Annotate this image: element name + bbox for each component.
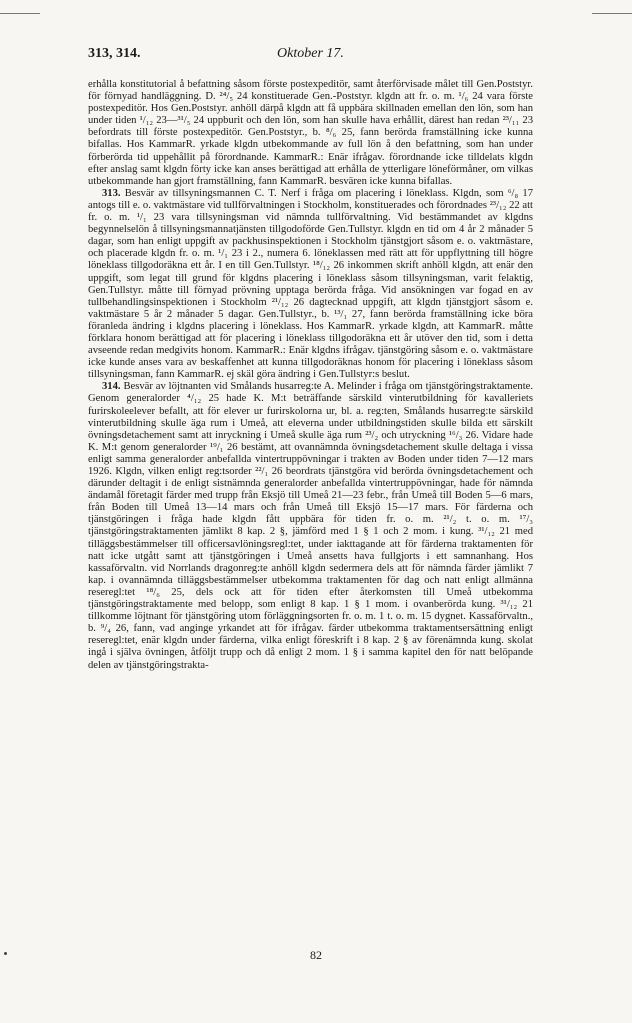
paragraph-text: erhålla konstitutorial å befattning såsom förste postexpeditör, samt återförvisade målet till Gen.Poststyr. för förnyad handläggning. D. ²⁴/₅ 24 konstituerade Gen.-Poststyr. klgdn att fr. o. m. ¹/₆ 24 vara förste postexpeditör. Hos Gen.Poststyr. anhöll därpå klgdn att få uppbära skillnaden emellan den lön, som han under tiden ¹/₁₂ 23—³¹/₅ 24 uppburit och den lön, som han skulle hava erhållit, därest han redan ²³/₁₁ 23 befordrats till förste postexpeditör. Gen.Poststyr., b. ⁸/₆ 25, fann berörda framställning icke kunna bifallas. Hos KammarR. yrkade klgdn utbekommande av full lön å den befattning, som han under förberörda tid uppehållit på förordnande. KammarR.: Enär ifrågav. förordnande icke tilldelats klgdn efter anslag samt klgdn förty icke kan anses berättigad att erhålla de ytterligare löneförmåner, om vilkas utbekommande han gjort framställning, fann KammarR. besvären icke kunna bifallas. [88,79,533,187]
scan-edge-line [592,13,632,14]
paragraph-continued [88,79,533,188]
body-text [88,79,533,672]
header-date: Oktober 17. [277,46,344,61]
section-number: 313. [102,187,121,199]
paragraph-text: Besvär av löjtnanten vid Smålands husarreg:te A. Melinder i fråga om tjänstgöringstraktamente. Genom generalorder ⁴/₁₂ 25 hade K. M:t beträffande särskild vinterutbildning för kavalleriets furirskoleelever befallt, att för elever ur furirskolorna ur, bl. a. reg:ten, Smålands husarreg:te särskild vinterutbildning skulle äga rum i Umeå, att eleverna under utbildningstiden skulle bilda ett särskilt övningsdetachement samt att inryckning i Umeå skulle äga rum ²³/₂ och utryckning ¹⁶/₃ 26. Vidare hade K. M:t genom generalorder ¹⁹/₁ 26 bestämt, att ovannämnda övningsdetachement skulle deltaga i vissa enligt samma generalorder anbefallda vintertruppövningar i trakten av Boden under tiden 7—12 mars 1926. Klgdn, vilken enligt reg:tsorder ²²/₁ 26 beordrats tjänstgöra vid berörda övningsdetachement och därunder deltagit i de enligt sistnämnda generalorder anbefallda vintertruppövningar, hade för nämnda ändamål företagit färder med trupp från Eksjö till Umeå 21—23 febr., från Umeå till Boden 5—6 mars, från Boden till Umeå 13—14 mars och från Umeå till Eksjö 15—17 mars. För färderna och tjänstgöringen i fråga hade klgdn fått uppbära för tiden fr. o. m. ²¹/₂ t. o. m. ¹⁷/₃ tjänstgöringstraktamenten jämlikt 8 kap. 2 §, jämförd med 1 § 1 och 2 mom. i kung. ³¹/₁₂ 21 med tilläggsbestämmelser till officersavlöningsregl:tet, under iakttagande att för färderna traktamenten för natt icke utgått samt att tjänstgöringen i Umeå ansetts hava fullgjorts i ett samnanhang. Hos kassaförvaltn. vid Norrlands dragonreg:te anhöll klgdn sedermera dels att för nämnda färder jämlikt 7 kap. i ovannämnda tilläggsbestämmelser utbekomma traktamenten för dag och natt enligt allmänna reseregl:tet ¹⁸/₆ 25, dels ock att för tiden efter återkomsten till Umeå utbekomma tjänstgöringstraktamente med belopp, som enligt 8 kap. 1 § 1 mom. i ovanberörda kung. ³¹/₁₂ 21 tillkomme löjtnant för tjänstgöring utom förläggningsorten fr. o. m. 1 t. o. m. 15 dygnet. Kassaförvaltn., b. ⁹/₄ 26, fann, vad anginge yrkandet att för ifrågav. färder utbekomma traktamentsersättning enligt reseregl:tet, enär klgdn under färderna, vilka enligt föreskrift i 8 kap. 2 § av förenämnda kung. skolat ingå i själva övningen, åtföljt trupp och då enligt 2 mom. 1 § i samma kapitel den för natt belöpande delen av tjänstgöringstrakta- [88,381,534,671]
scan-speck [4,952,7,955]
page-header [88,46,533,68]
paragraph-314 [88,381,533,671]
section-number: 314. [102,381,121,393]
scan-edge-line [0,13,40,14]
header-section-numbers: 313, 314. [88,46,141,61]
paragraph-text: Besvär av tillsyningsmannen C. T. Nerf i fråga om placering i löneklass. Klgdn, som ⁶/₈ 17 antogs till e. o. vaktmästare vid tullförvaltningen i Stockholm, konstituerades och förordnades ²³/₁₂ 22 att fr. o. m. ¹/₁ 23 vara tillsyningsman vid nämnda tullförvaltning. Vid bestämmandet av klgdns begynnelselön å tillsyningsmannatjänsten tillgodoförde Gen.Tullstyr. klgdn en tid om 4 år 2 månader 5 dagar, som han enligt uppgift av packhusinspektionen i Stockholm tjänstgjort såsom e. o. vaktmästare, och placerade klgdn fr. o. m. ¹/₁ 23 i 2., numera 6. löneklassen med rätt att för uppflyttning till högre löneklass tillgodoräkna ett år. I en till Gen.Tullstyr. ¹⁸/₁₂ 26 inkommen skrift anhöll klgdn, att enär den uppgift, som legat till grund för klgdns placering i löneklass såsom tillsyningsman, varit felaktig, Gen.Tullstyr. måtte till förnyad prövning upptaga berörda fråga. Vid ansökningen var fogad en av tullbehandlingsinspektionen i Stockholm ²¹/₁₂ 26 dagtecknad uppgift, att klgdn tjänstgjort såsom e. vaktmästare 5 år 2 månader 5 dagar. Gen.Tullstyr., b. ¹³/₁ 27, fann berörda framställning icke böra föranleda ändring i klgdns placering i löneklass. Hos KammarR. yrkade klgdn, att KammarR. måtte förklara honom berättigad att för placering i löneklass tillgodoräkna ett år utöver den tid, som i detta avseende redan medgivits honom. KammarR.: Enär klgdns ifrågav. tjänstgöring såsom e. o. vaktmästare icke kunde anses vara av beskaffenhet att kunna tillgodoräknas honom för placering i löneklass såsom tillsyningsman, fann KammarR. ej skäl göra ändring i Gen.Tullstyr:s beslut. [88,187,533,381]
page-number: 82 [310,948,322,962]
paragraph-313 [88,188,533,382]
